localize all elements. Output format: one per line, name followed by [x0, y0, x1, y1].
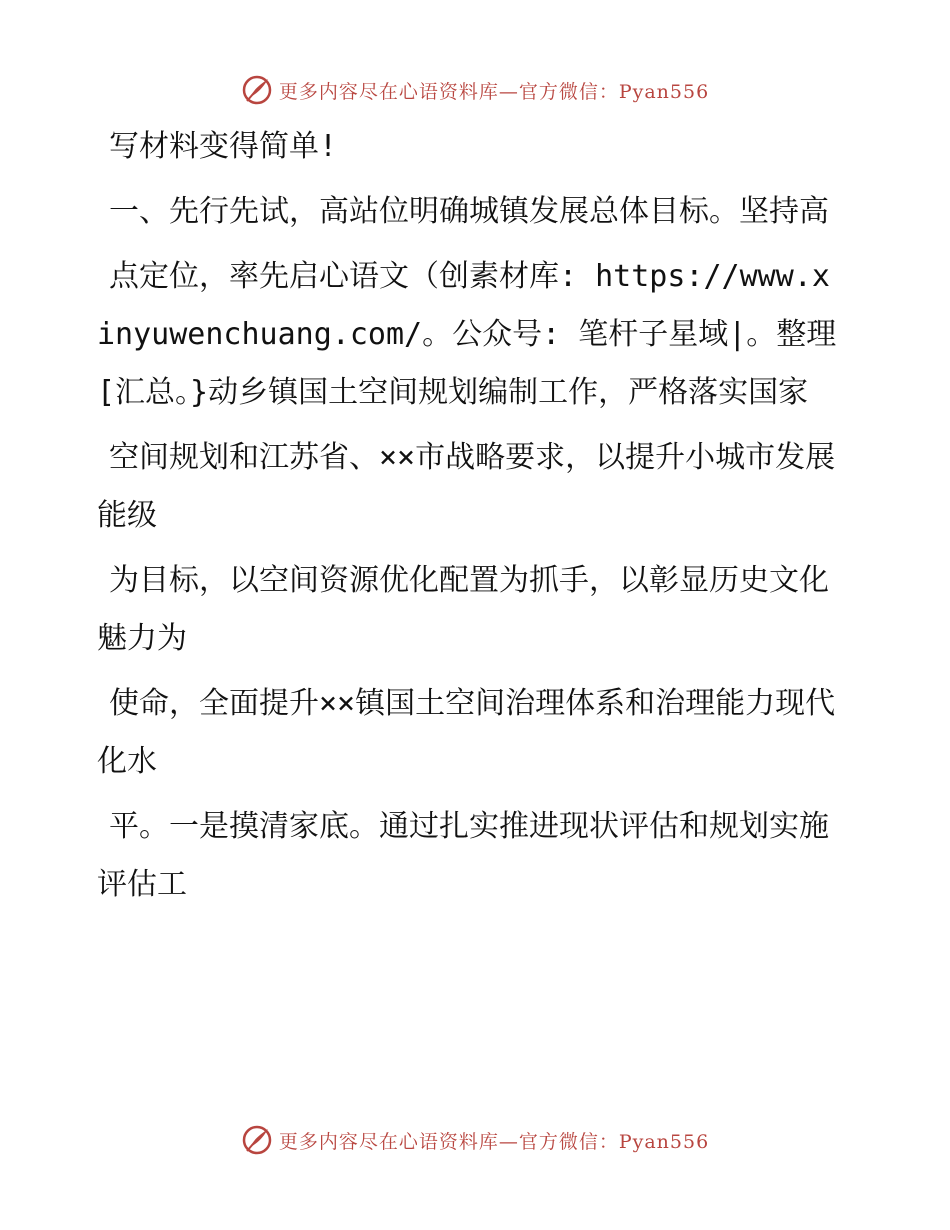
paragraph — [97, 798, 837, 914]
paragraph — [97, 183, 837, 241]
paragraph — [97, 118, 837, 176]
footer-banner-text: 更多内容尽在心语资料库—官方微信：Pyan556 — [278, 1130, 710, 1153]
header-banner-text: 更多内容尽在心语资料库—官方微信：Pyan556 — [278, 80, 710, 103]
paragraph-text: 为目标，以空间资源优化配置为抓手，以彰显历史文化魅力为 — [97, 563, 829, 656]
paragraph — [97, 675, 837, 791]
quill-logo-icon — [241, 74, 273, 106]
paragraph-text: 写材料变得简单! — [109, 129, 338, 164]
paragraph-text: 一、先行先试，高站位明确城镇发展总体目标。坚持高 — [109, 194, 829, 229]
document-body — [97, 118, 837, 921]
paragraph — [97, 552, 837, 668]
footer-banner — [0, 1120, 950, 1160]
paragraph-text: 平。一是摸清家底。通过扎实推进现状评估和规划实施评估工 — [97, 809, 829, 902]
paragraph — [97, 429, 837, 545]
paragraph-text: 使命，全面提升××镇国土空间治理体系和治理能力现代化水 — [97, 686, 836, 779]
paragraph-text: 空间规划和江苏省、××市战略要求，以提升小城市发展能级 — [97, 440, 836, 533]
header-banner — [0, 70, 950, 110]
paragraph — [97, 248, 837, 422]
paragraph-text: 点定位，率先启心语文（创素材库: https://www.xinyuwenchuang.com/。公众号: 笔杆子星域|。整理[汇总。}动乡镇国土空间规划编制工作，严格落实国家 — [97, 259, 837, 410]
quill-logo-icon — [241, 1124, 273, 1156]
